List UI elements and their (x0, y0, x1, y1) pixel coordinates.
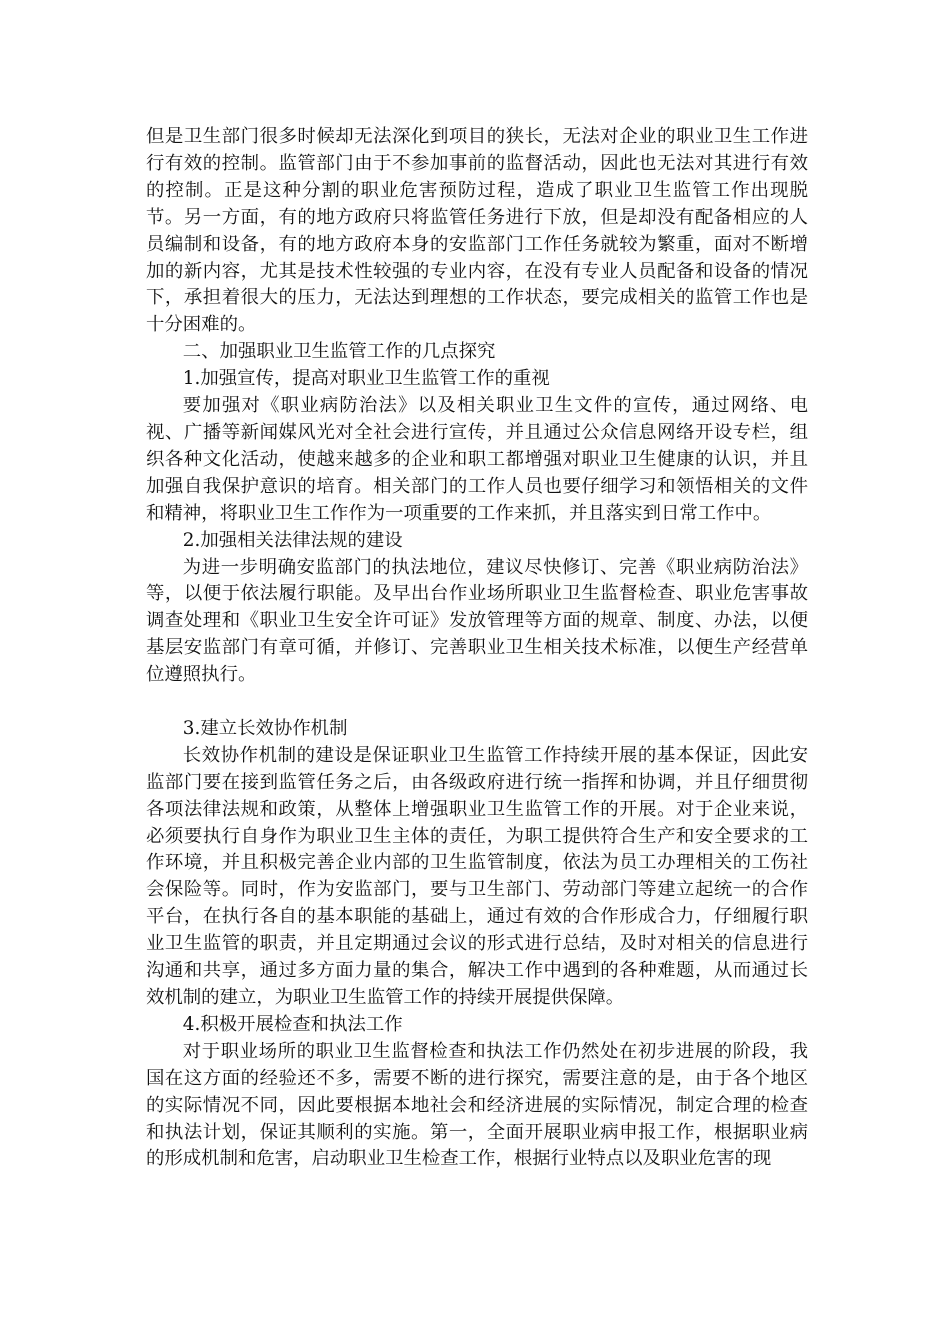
subsection-heading: 4.积极开展检查和执法工作 (182, 1013, 403, 1035)
body-paragraph: 要加强对《职业病防治法》以及相关职业卫生文件的宣传，通过网络、电视、广播等新闻媒风光对全社会进行宣传，并且通过公众信息网络开设专栏，组织各种文化活动，使越来越多的企业和职工都增强对职业卫生健康的认识，并且加强自我保护意识的培育。相关部门的工作人员也要仔细学习和领悟相关的文件和精神，将职业卫生工作作为一项重要的工作来抓，并且落实到日常工作中。 (146, 395, 808, 524)
subsection-heading: 2.加强相关法律法规的建设 (182, 529, 403, 551)
body-paragraph: 对于职业场所的职业卫生监督检查和执法工作仍然处在初步进展的阶段，我国在这方面的经验还不多，需要不断的进行探究，需要注意的是，由于各个地区的实际情况不同，因此要根据本地社会和经济进展的实际情况，制定合理的检查和执法计划，保证其顺利的实施。第一，全面开展职业病申报工作，根据职业病的形成机制和危害，启动职业卫生检查工作，根据行业特点以及职业危害的现 (146, 1040, 808, 1170)
body-paragraph: 长效协作机制的建设是保证职业卫生监管工作持续开展的基本保证，因此安监部门要在接到监管任务之后，由各级政府进行统一指挥和协调，并且仔细贯彻各项法律法规和政策，从整体上增强职业卫生监管工作的开展。对于企业来说，必须要执行自身作为职业卫生主体的责任，为职工提供符合生产和安全要求的工作环境，并且积极完善企业内部的卫生监管制度，依法为员工办理相关的工伤社会保险等。同时，作为安监部门，要与卫生部门、劳动部门等建立起统一的合作平台，在执行各自的基本职能的基础上，通过有效的合作形成合力，仔细履行职业卫生监管的职责，并且定期通过会议的形式进行总结，及时对相关的信息进行沟通和共享，通过多方面力量的集合，解决工作中遇到的各种难题，从而通过长效机制的建立，为职业卫生监管工作的持续开展提供保障。 (146, 744, 808, 1008)
section-heading: 二、加强职业卫生监管工作的几点探究 (182, 341, 496, 363)
subsection-heading: 3.建立长效协作机制 (182, 717, 348, 739)
document-page (146, 124, 808, 1173)
subsection-heading: 1.加强宣传，提高对职业卫生监管工作的重视 (182, 368, 550, 390)
body-paragraph: 但是卫生部门很多时候却无法深化到项目的狭长，无法对企业的职业卫生工作进行有效的控制。监管部门由于不参加事前的监督活动，因此也无法对其进行有效的控制。正是这种分割的职业危害预防过程，造成了职业卫生监管工作出现脱节。另一方面，有的地方政府只将监管任务进行下放，但是却没有配备相应的人员编制和设备，有的地方政府本身的安监部门工作任务就较为繁重，面对不断增加的新内容，尤其是技术性较强的专业内容，在没有专业人员配备和设备的情况下，承担着很大的压力，无法达到理想的工作状态，要完成相关的监管工作也是十分困难的。 (146, 126, 808, 336)
body-paragraph: 为进一步明确安监部门的执法地位，建议尽快修订、完善《职业病防治法》等，以便于依法履行职能。及早出台作业场所职业卫生监督检查、职业危害事故调查处理和《职业卫生安全许可证》发放管理等方面的规章、制度、办法，以便基层安监部门有章可循，并修订、完善职业卫生相关技术标准，以便生产经营单位遵照执行。 (146, 556, 808, 686)
